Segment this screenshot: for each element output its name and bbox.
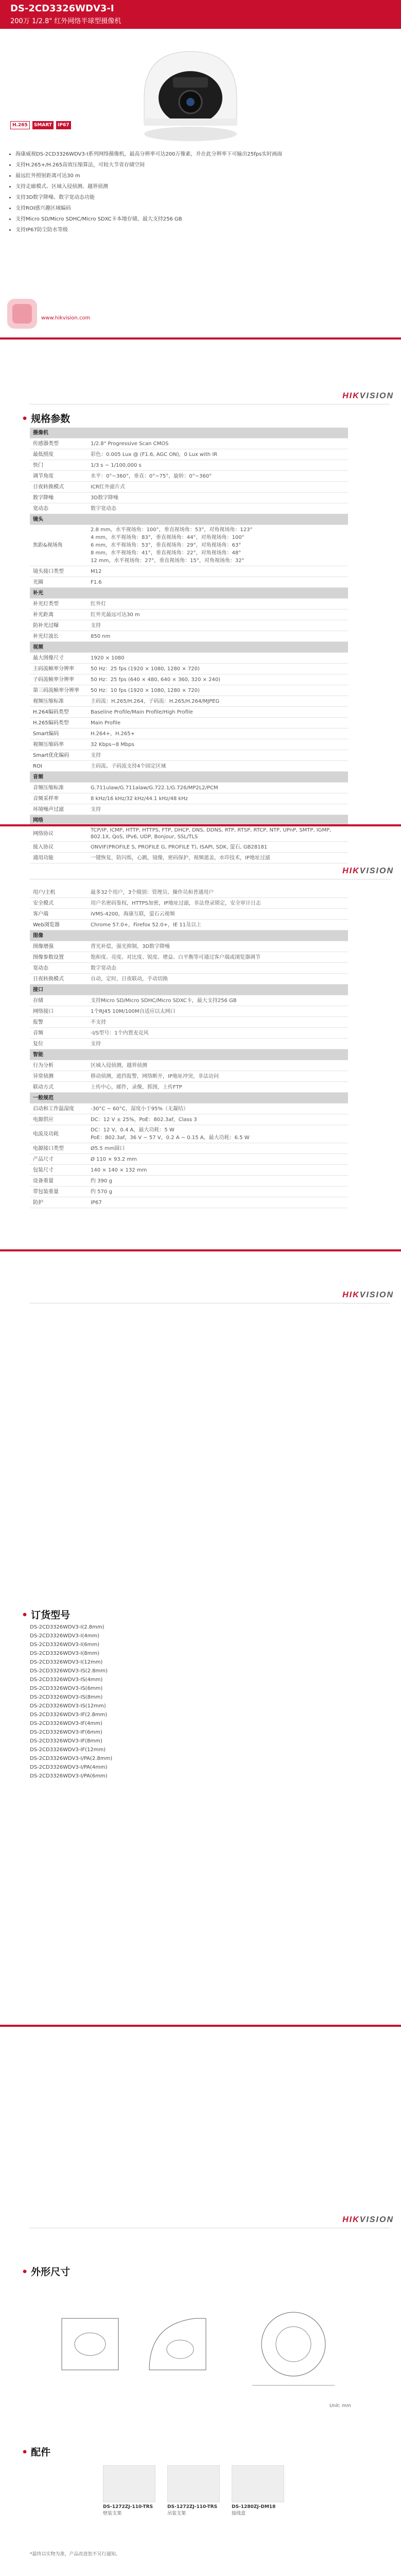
spec-category-row [30,642,348,653]
spec-value: 支持Micro SD/Micro SDHC/Micro SDXC卡，最大支持256 GB [88,995,348,1006]
spec-key: 报警 [30,1017,88,1028]
spec-row [30,493,348,503]
spec-key: 音频 [30,1028,88,1039]
spec-category-row [30,588,348,599]
spec-row [30,898,348,909]
spec-row [30,599,348,609]
spec-row [30,728,348,739]
spec-value: Chrome 57.0+，Firefox 52.0+，IE 11及以上 [88,920,348,930]
spec-value: 最多32个用户，3个级别：管理员、操作员和普通用户 [88,887,348,898]
spec-value: TCP/IP, ICMP, HTTP, HTTPS, FTP, DHCP, DNS, DDNS, RTP, RTSP, RTCP, NTP, UPnP, SMTP, IGMP, 802.1X, QoS, IPv6, UDP, Bonjour, SSL/TLS [88,826,348,842]
feature-item: • 支持H.265+/H.265高效压缩算法，可较大节省存储空间 [15,160,304,168]
spec-value: 移动侦测，遮挡报警，网络断开，IP地址冲突，非法访问 [88,1071,348,1082]
spec-key: 第三码流帧率分辨率 [30,685,88,696]
spec-section-title: • 规格参数 [22,413,71,425]
spec-value: iVMS-4200，海康互联，萤石云视频 [88,909,348,920]
feature-item: • 最远红外照射距离可达30 m [15,171,304,179]
spec-value: 主码流、子码流支持4个固定区域 [88,761,348,772]
spec-key: 宽动态 [30,503,88,514]
spec-value: 50 Hz：25 fps (640 × 480, 640 × 360, 320 × 240) [88,674,348,685]
spec-value: 32 Kbps~8 Mbps [88,739,348,750]
spec-row [30,653,348,664]
spec-row [30,1028,348,1039]
accessory-card [103,2465,160,2516]
feature-list [6,149,304,236]
spec-key: 客户端 [30,909,88,920]
accessory-card [167,2465,224,2516]
spec-value: Ø 110 × 93.2 mm [88,1154,348,1165]
spec-row [30,1154,348,1165]
hikvision-logo: HIKVISION [342,1291,394,1299]
feature-item: • 海康威视DS-2CD3326WDV3-I系列网络摄像机，最高分辨率可达200万像素，并在此分辨率下可输出25fps实时画面 [15,149,304,157]
spec-key: 设备重量 [30,1176,88,1187]
spec-value: 50 Hz：10 fps (1920 × 1080, 1280 × 720) [88,685,348,696]
spec-key: 传感器类型 [30,438,88,449]
spec-row [30,887,348,898]
spec-key: 音频采样率 [30,793,88,804]
spec-row [30,664,348,674]
spec-category-row [30,1049,348,1060]
spec-key: 宽动态 [30,963,88,974]
hikvision-logo: HIKVISION [342,867,394,875]
spec-value: IP67 [88,1197,348,1208]
spec-key: 通用功能 [30,853,88,863]
spec-value: F1.6 [88,577,348,588]
order-model-item: DS-2CD3326WDV3-IF(6mm) [30,1730,102,1735]
spec-value: 约 390 g [88,1176,348,1187]
spec-value: -30°C ~ 60°C，湿度小于95%（无凝结） [88,1104,348,1114]
order-model-item: DS-2CD3326WDV3-I/PA(4mm) [30,1765,108,1770]
spec-key: Smart优化编码 [30,750,88,761]
spec-value: Ø5.5 mm圆口 [88,1143,348,1154]
spec-value: 支持 [88,750,348,761]
spec-value: 8 kHz/16 kHz/32 kHz/44.1 kHz/48 kHz [88,793,348,804]
spec-row [30,1060,348,1071]
spec-key: H.265编码类型 [30,718,88,728]
spec-value: 支持 [88,1039,348,1049]
spec-value: 支持 [88,804,348,815]
accessory-model: DS-1280ZJ-DM18 [232,2504,276,2510]
spec-category-label: 音频 [30,772,348,783]
spec-key: 环境噪声过滤 [30,804,88,815]
accessory-image [232,2465,284,2502]
accessory-image [167,2465,220,2502]
spec-row [30,761,348,772]
spec-category-row [30,985,348,995]
spec-key: 产品尺寸 [30,1154,88,1165]
spec-row [30,1104,348,1114]
spec-key: 图像参数设置 [30,952,88,963]
spec-value: 背光补偿，强光抑制，3D数字降噪 [88,941,348,952]
spec-row [30,793,348,804]
spec-key: 接入协议 [30,842,88,853]
spec-key: 视频压缩码率 [30,739,88,750]
spec-value: 主码流：H.265/H.264，子码流：H.265/H.264/MJPEG [88,696,348,707]
spec-row [30,1176,348,1187]
spec-value: G.711ulaw/G.711alaw/G.722.1/G.726/MP2L2/PCM [88,783,348,793]
spec-row [30,1039,348,1049]
spec-row [30,1125,348,1143]
spec-row [30,1071,348,1082]
bullet-icon: • [22,413,28,425]
spec-row [30,920,348,930]
spec-row [30,577,348,588]
spec-key: 行为分析 [30,1060,88,1071]
spec-value: 850 nm [88,631,348,642]
spec-row [30,1197,348,1208]
spec-key: 主码流帧率分辨率 [30,664,88,674]
order-model-item: DS-2CD3326WDV3-IF(12mm) [30,1747,106,1753]
bullet-icon: • [22,2447,28,2458]
spec-category-label: 智能 [30,1049,348,1060]
spec-key: 日夜转换模式 [30,482,88,493]
spec-row [30,750,348,761]
spec-row [30,718,348,728]
spec-key: 电源接口类型 [30,1143,88,1154]
order-model-item: DS-2CD3326WDV3-I(2.8mm) [30,1624,104,1630]
page-divider [0,337,401,340]
spec-row [30,1187,348,1197]
badge-ip67: IP67 [56,121,71,129]
spec-category-label: 补光 [30,588,348,599]
spec-category-label: 视频 [30,642,348,653]
page-divider [0,1249,401,1251]
spec-value: ICR红外滤片式 [88,482,348,493]
spec-row [30,1143,348,1154]
spec-value: 2.8 mm，水平视场角：100°，垂直视场角：53°，对角视场角：123° 4 mm，水平视场角：83°，垂直视场角：44°，对角视场角：100° 6 mm，水平视场角：53°，垂直视场角：29°，对角视场角：63° 8 mm，水平视场角：41°，垂直视场角：22°，对角视场角：48° 12 mm，水平视场角：27°，垂直视场角：15°，对角视场角：32° [88,525,348,566]
spec-row [30,609,348,620]
spec-key: 最大图像尺寸 [30,653,88,664]
spec-key: 光圈 [30,577,88,588]
spec-value: Baseline Profile/Main Profile/High Profile [88,707,348,718]
spec-key: 镜头接口类型 [30,566,88,577]
spec-key: 音频压缩标准 [30,783,88,793]
spec-row [30,1017,348,1028]
feature-item: • 支持IP67防尘防水等级 [15,225,304,233]
spec-row [30,783,348,793]
spec-category-row [30,428,348,438]
product-model: DS-2CD3326WDV3-I [10,3,114,14]
spec-key: 异常侦测 [30,1071,88,1082]
page1-header-bar [0,0,401,29]
spec-row [30,1082,348,1093]
spec-key: 防补光过曝 [30,620,88,631]
spec-key: 用户/主机 [30,887,88,898]
spec-row [30,1114,348,1125]
feature-item: • 支持3D数字降噪、数字宽动态功能 [15,193,304,200]
spec-value: Main Profile [88,718,348,728]
spec-category-label: 摄像机 [30,428,348,438]
spec-key: 焦距&视场角 [30,525,88,566]
spec-row [30,685,348,696]
spec-key: 日夜转换模式 [30,974,88,985]
badge-smart: SMART [32,121,54,129]
spec-key: 网络协议 [30,826,88,842]
spec-value: DC：12 V，0.4 A，最大功耗：5 W PoE：802.3af，36 V ~ 57 V，0.2 A ~ 0.15 A，最大功耗：6.5 W [88,1125,348,1143]
accessory-model: DS-1272ZJ-110-TRS [103,2504,153,2510]
spec-row [30,631,348,642]
spec-row [30,853,348,863]
spec-value: 支持 [88,620,348,631]
spec-key: 调节角度 [30,471,88,482]
order-model-item: DS-2CD3326WDV3-IF(4mm) [30,1721,102,1726]
accessory-card [232,2465,288,2516]
spec-key: 网络接口 [30,1006,88,1017]
spec-key: 包装尺寸 [30,1165,88,1176]
spec-key: 存储 [30,995,88,1006]
spec-value: H.264+，H.265+ [88,728,348,739]
spec-key: H.264编码类型 [30,707,88,718]
spec-value: 约 570 g [88,1187,348,1197]
order-model-item: DS-2CD3326WDV3-IS(12mm) [30,1703,106,1709]
spec-row [30,438,348,449]
dimension-unit: Unit: mm [329,2403,351,2409]
brand-emblem [7,299,37,329]
spec-value: 自动，定时，日夜联动，手动切换 [88,974,348,985]
spec-category-label: 网络 [30,815,348,826]
accessory-desc: 吊装支架 [167,2511,186,2516]
badge-h265: H.265 [10,121,30,129]
spec-key: 防护 [30,1197,88,1208]
spec-row [30,482,348,493]
order-model-item: DS-2CD3326WDV3-IF(2.8mm) [30,1712,108,1718]
spec-key: ROI [30,761,88,772]
spec-value: 1个RJ45 10M/100M自适应以太网口 [88,1006,348,1017]
spec-key: 启动和工作温湿度 [30,1104,88,1114]
spec-row [30,460,348,471]
order-model-item: DS-2CD3326WDV3-I(4mm) [30,1633,99,1639]
order-model-item: DS-2CD3326WDV3-I(12mm) [30,1659,103,1665]
spec-row [30,449,348,460]
spec-key: 联动方式 [30,1082,88,1093]
spec-row [30,674,348,685]
spec-row [30,471,348,482]
spec-row [30,995,348,1006]
spec-key: 最低照度 [30,449,88,460]
spec-value: 140 × 140 × 132 mm [88,1165,348,1176]
product-subtitle: 200万 1/2.8" 红外网络半球型摄像机 [10,18,121,25]
dimension-section-title: • 外形尺寸 [22,2266,71,2278]
order-model-item: DS-2CD3326WDV3-IF(8mm) [30,1738,102,1744]
spec-key: 图像增强 [30,941,88,952]
camera-product-image [129,36,252,144]
feature-item: • 支持走廊模式、区域入侵侦测、越界侦测 [15,182,304,190]
bullet-icon: • [22,1609,28,1621]
spec-key: 视频压缩标准 [30,696,88,707]
spec-value: 饱和度、亮度、对比度、锐度、增益、白平衡等可通过客户端或浏览器调节 [88,952,348,963]
spec-value: 3D数字降噪 [88,493,348,503]
spec-value: 一键恢复，防闪烁，心跳，镜像，密码保护，视频遮盖，水印技术，IP地址过滤 [88,853,348,863]
feature-badges [10,118,71,129]
page-divider [0,824,401,826]
spec-row [30,566,348,577]
spec-key: Smart编码 [30,728,88,739]
order-model-item: DS-2CD3326WDV3-I/PA(2.8mm) [30,1756,113,1761]
spec-value: 数字宽动态 [88,963,348,974]
order-model-item: DS-2CD3326WDV3-IS(8mm) [30,1694,103,1700]
spec-key: 补光灯类型 [30,599,88,609]
footnote: *最终以实物为准，产品改进恕不另行通知。 [30,2552,120,2557]
feature-item: • 支持ROI感兴趣区域编码 [15,204,304,211]
order-model-item: DS-2CD3326WDV3-IS(4mm) [30,1677,103,1683]
order-section-title: • 订货型号 [22,1609,71,1621]
spec-row [30,503,348,514]
spec-category-row [30,514,348,525]
spec-value: 红外光最远可达30 m [88,609,348,620]
spec-value: 水平：0°~360°，垂直：0°~75°，旋转：0°~360° [88,471,348,482]
spec-row [30,974,348,985]
spec-value: 用户名密码鉴权，HTTPS加密，IP地址过滤，非法登录锁定，安全审计日志 [88,898,348,909]
spec-key: 补光灯波长 [30,631,88,642]
spec-row [30,739,348,750]
spec-value: 彩色：0.005 Lux @ (F1.6, AGC ON)，0 Lux with IR [88,449,348,460]
accessory-desc: 接线盒 [232,2511,246,2516]
spec-row [30,525,348,566]
spec-value: 1920 × 1080 [88,653,348,664]
spec-category-row [30,1093,348,1104]
spec-row [30,707,348,718]
order-model-item: DS-2CD3326WDV3-IS(2.8mm) [30,1668,108,1674]
spec-row [30,909,348,920]
spec-row [30,1006,348,1017]
spec-value: 数字宽动态 [88,503,348,514]
accessory-desc: 壁装支架 [103,2511,122,2516]
hikvision-logo: HIKVISION [342,2215,394,2224]
spec-value: 区域入侵侦测，越界侦测 [88,1060,348,1071]
accessory-model: DS-1272ZJ-110-TRS [167,2504,218,2510]
spec-key: 安全模式 [30,898,88,909]
accessory-section-title: • 配件 [22,2447,51,2458]
spec-category-label: 接口 [30,985,348,995]
spec-row [30,826,348,842]
order-model-item: DS-2CD3326WDV3-I/PA(6mm) [30,1773,108,1779]
website: www.hikvision.com [41,315,91,321]
feature-item: • 支持Micro SD/Micro SDHC/Micro SDXC卡本地存储，最大支持256 GB [15,214,304,222]
spec-value: 上传中心，邮件，录像，抓图，上传FTP [88,1082,348,1093]
order-model-item: DS-2CD3326WDV3-I(6mm) [30,1642,99,1648]
spec-row [30,696,348,707]
spec-value: 红外灯 [88,599,348,609]
spec-value: 1/3 s ~ 1/100,000 s [88,460,348,471]
spec-category-row [30,930,348,941]
spec-value: 不支持 [88,1017,348,1028]
bullet-icon: • [22,2266,28,2278]
spec-row [30,620,348,631]
spec-row [30,842,348,853]
dimension-drawings [57,2287,355,2396]
spec-row [30,1165,348,1176]
spec-category-row [30,772,348,783]
spec-row [30,963,348,974]
spec-category-label: 图像 [30,930,348,941]
spec-value: 50 Hz：25 fps (1920 × 1080, 1280 × 720) [88,664,348,674]
spec-row [30,804,348,815]
spec-value: ONVIF(PROFILE S, PROFILE G, PROFILE T), ISAPI, SDK, 萤石, GB28181 [88,842,348,853]
spec-value: DC：12 V ± 25%，PoE：802.3af，Class 3 [88,1114,348,1125]
accessory-row [103,2465,299,2532]
spec-category-label: 镜头 [30,514,348,525]
spec-category-label: 一般规范 [30,1093,348,1104]
spec-key: 数字降噪 [30,493,88,503]
spec-key: 电流及功耗 [30,1125,88,1143]
order-model-list [30,1623,112,1781]
spec-key: 补光距离 [30,609,88,620]
page-divider [0,2025,401,2027]
spec-table-page1 [30,428,348,863]
spec-key: 子码流帧率分辨率 [30,674,88,685]
spec-value: M12 [88,566,348,577]
hikvision-logo: HIKVISION [342,392,394,400]
spec-value: -I/S型号：1个内置麦克风 [88,1028,348,1039]
spec-key: 带包装重量 [30,1187,88,1197]
order-model-item: DS-2CD3326WDV3-IS(6mm) [30,1686,103,1691]
accessory-image [103,2465,155,2502]
spec-key: Web浏览器 [30,920,88,930]
spec-key: 电源供应 [30,1114,88,1125]
spec-key: 复位 [30,1039,88,1049]
spec-key: 快门 [30,460,88,471]
spec-table-page2 [30,887,348,1208]
spec-row [30,952,348,963]
spec-value: 1/2.8" Progressive Scan CMOS [88,438,348,449]
spec-row [30,941,348,952]
order-model-item: DS-2CD3326WDV3-I(8mm) [30,1651,99,1656]
